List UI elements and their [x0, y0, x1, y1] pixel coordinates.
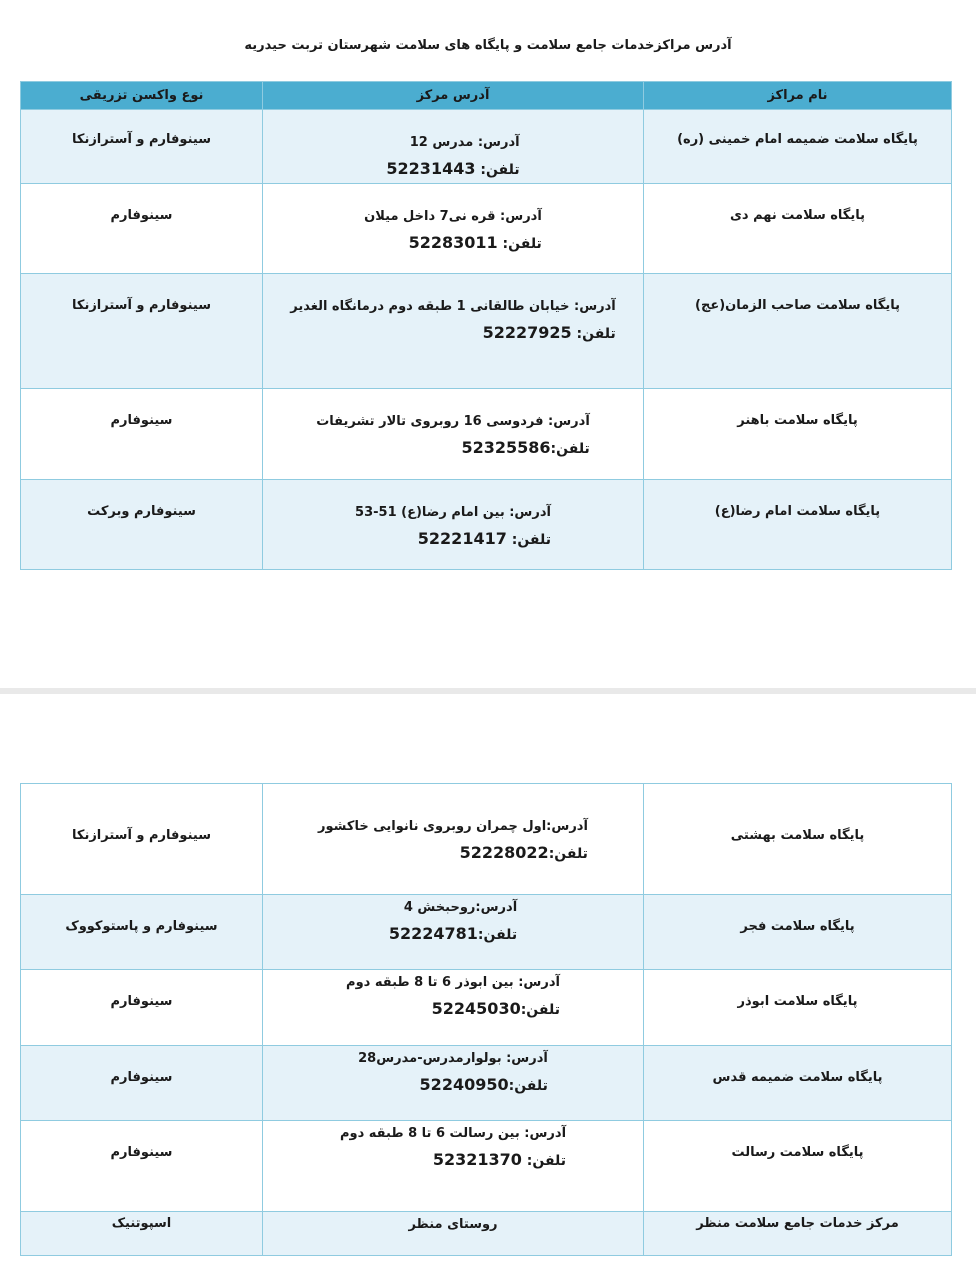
phone-label: تلفن:	[475, 162, 520, 178]
address-text: آدرس: قره نی7 داخل میلان	[364, 209, 542, 224]
address-text: آدرس: بولوارمدرس-مدرس28	[358, 1051, 548, 1066]
header-address: آدرس مرکز	[263, 82, 644, 110]
vaccine-type: سینوفارم	[110, 1145, 173, 1160]
phone-label: تلفن:	[497, 236, 542, 252]
phone-label: تلفن:	[550, 441, 590, 457]
phone-label: تلفن:	[508, 1078, 548, 1094]
vaccine-cell	[21, 110, 263, 184]
vaccine-cell	[21, 184, 263, 274]
center-name: پایگاه سلامت فجر	[740, 919, 855, 934]
vaccine-type: سینوفارم و پاستوکووک	[65, 919, 218, 934]
vaccine-type: سینوفارم وبرکت	[87, 504, 196, 519]
table-header-row	[21, 82, 952, 110]
vaccine-type: سینوفارم	[110, 994, 173, 1009]
table-row	[21, 1121, 952, 1212]
address-text: آدرس: مدرس 12	[409, 135, 520, 150]
address-text: آدرس: بین ابوذر 6 تا 8 طبقه دوم	[346, 975, 560, 990]
address-text: آدرس: فردوسی 16 روبروی تالار تشریفات	[316, 414, 590, 429]
center-name-cell	[644, 784, 952, 895]
vaccine-cell	[21, 970, 263, 1046]
phone-number: 52224781	[388, 924, 478, 943]
phone-number: 52240950	[419, 1075, 509, 1094]
center-name: پایگاه سلامت ضمیمه قدس	[712, 1070, 883, 1085]
address-cell	[263, 274, 644, 389]
address-cell	[263, 970, 644, 1046]
vaccine-cell	[21, 1121, 263, 1212]
vaccine-cell	[21, 1046, 263, 1121]
phone-label: تلفن:	[571, 326, 616, 342]
center-name: پایگاه سلامت صاحب الزمان(عج)	[695, 298, 900, 313]
address-cell	[263, 389, 644, 480]
header-name: نام مراکز	[644, 82, 952, 110]
vaccine-type: سینوفارم و آسترازنکا	[72, 132, 211, 147]
phone-number: 52231443	[386, 159, 476, 178]
center-name-cell	[644, 970, 952, 1046]
address-cell	[263, 110, 644, 184]
phone-label: تلفن:	[520, 1002, 560, 1018]
center-name-cell	[644, 1212, 952, 1256]
center-name-cell	[644, 1121, 952, 1212]
address-cell	[263, 184, 644, 274]
center-name: پایگاه سلامت باهنر	[737, 413, 858, 428]
table-row	[21, 1046, 952, 1121]
address-cell	[263, 1121, 644, 1212]
page-divider	[0, 688, 976, 694]
address-cell	[263, 480, 644, 570]
address-text: روستای منظر	[408, 1217, 498, 1232]
address-text: آدرس:روحبخش 4	[403, 900, 518, 915]
center-name-cell	[644, 895, 952, 970]
center-name: پایگاه سلامت نهم دی	[729, 208, 866, 223]
table-row	[21, 784, 952, 895]
vaccine-cell	[21, 895, 263, 970]
phone-number: 52221417	[417, 529, 507, 548]
center-name-cell	[644, 480, 952, 570]
vaccine-type: سینوفارم و آسترازنکا	[72, 298, 211, 313]
center-name-cell	[644, 1046, 952, 1121]
page-title: آدرس مراکزخدمات جامع سلامت و پایگاه های سلامت شهرستان تربت حیدریه	[244, 38, 732, 53]
center-name: پایگاه سلامت ابوذر	[737, 994, 858, 1009]
vaccine-type: سینوفارم	[110, 208, 173, 223]
center-name-cell	[644, 110, 952, 184]
table-row	[21, 184, 952, 274]
vaccine-cell	[21, 480, 263, 570]
center-name: پایگاه سلامت امام رضا(ع)	[714, 504, 881, 519]
address-cell	[263, 784, 644, 895]
vaccine-type: اسپوتنیک	[111, 1216, 172, 1231]
table-row	[21, 110, 952, 184]
phone-label: تلفن:	[506, 532, 551, 548]
vaccine-cell	[21, 784, 263, 895]
vaccine-type: سینوفارم	[110, 413, 173, 428]
phone-number: 52227925	[482, 323, 572, 342]
address-cell	[263, 1046, 644, 1121]
phone-number: 52325586	[461, 438, 551, 457]
address-text: آدرس: بین امام رضا(ع) 51-53	[355, 505, 551, 520]
vaccine-cell	[21, 1212, 263, 1256]
center-name-cell	[644, 184, 952, 274]
center-name-cell	[644, 274, 952, 389]
center-name: پایگاه سلامت ضمیمه امام خمینی (ره)	[677, 132, 918, 147]
address-text: آدرس: بین رسالت 6 تا 8 طبقه دوم	[339, 1126, 567, 1141]
vaccine-type: سینوفارم	[110, 1070, 173, 1085]
phone-number: 52228022	[459, 843, 549, 862]
centers-table-bottom	[20, 783, 952, 1256]
vaccine-type: سینوفارم و آسترازنکا	[72, 828, 211, 843]
address-text: آدرس: خیابان طالقانی 1 طبقه دوم درمانگاه الغدیر	[290, 299, 616, 314]
phone-number: 52283011	[408, 233, 498, 252]
table-row	[21, 970, 952, 1046]
vaccine-cell	[21, 389, 263, 480]
phone-number: 52245030	[431, 999, 521, 1018]
phone-number: 52321370	[432, 1150, 522, 1169]
center-name: مرکز خدمات جامع سلامت منظر	[696, 1216, 899, 1231]
phone-label: تلفن:	[548, 846, 588, 862]
center-name: پایگاه سلامت رسالت	[731, 1145, 864, 1160]
table-row	[21, 389, 952, 480]
vaccine-cell	[21, 274, 263, 389]
header-vaccine: نوع واکسن تزریقی	[21, 82, 263, 110]
center-name-cell	[644, 389, 952, 480]
table-row	[21, 274, 952, 389]
phone-label: تلفن:	[521, 1153, 567, 1169]
center-name: پایگاه سلامت بهشتی	[730, 828, 865, 843]
table-row	[21, 895, 952, 970]
phone-label: تلفن:	[477, 927, 518, 943]
table-row	[21, 1212, 952, 1256]
address-cell	[263, 1212, 644, 1256]
address-cell	[263, 895, 644, 970]
address-text: آدرس:اول چمران روبروی نانوایی خاکشور	[318, 819, 588, 834]
table-row	[21, 480, 952, 570]
centers-table-top	[20, 81, 952, 570]
